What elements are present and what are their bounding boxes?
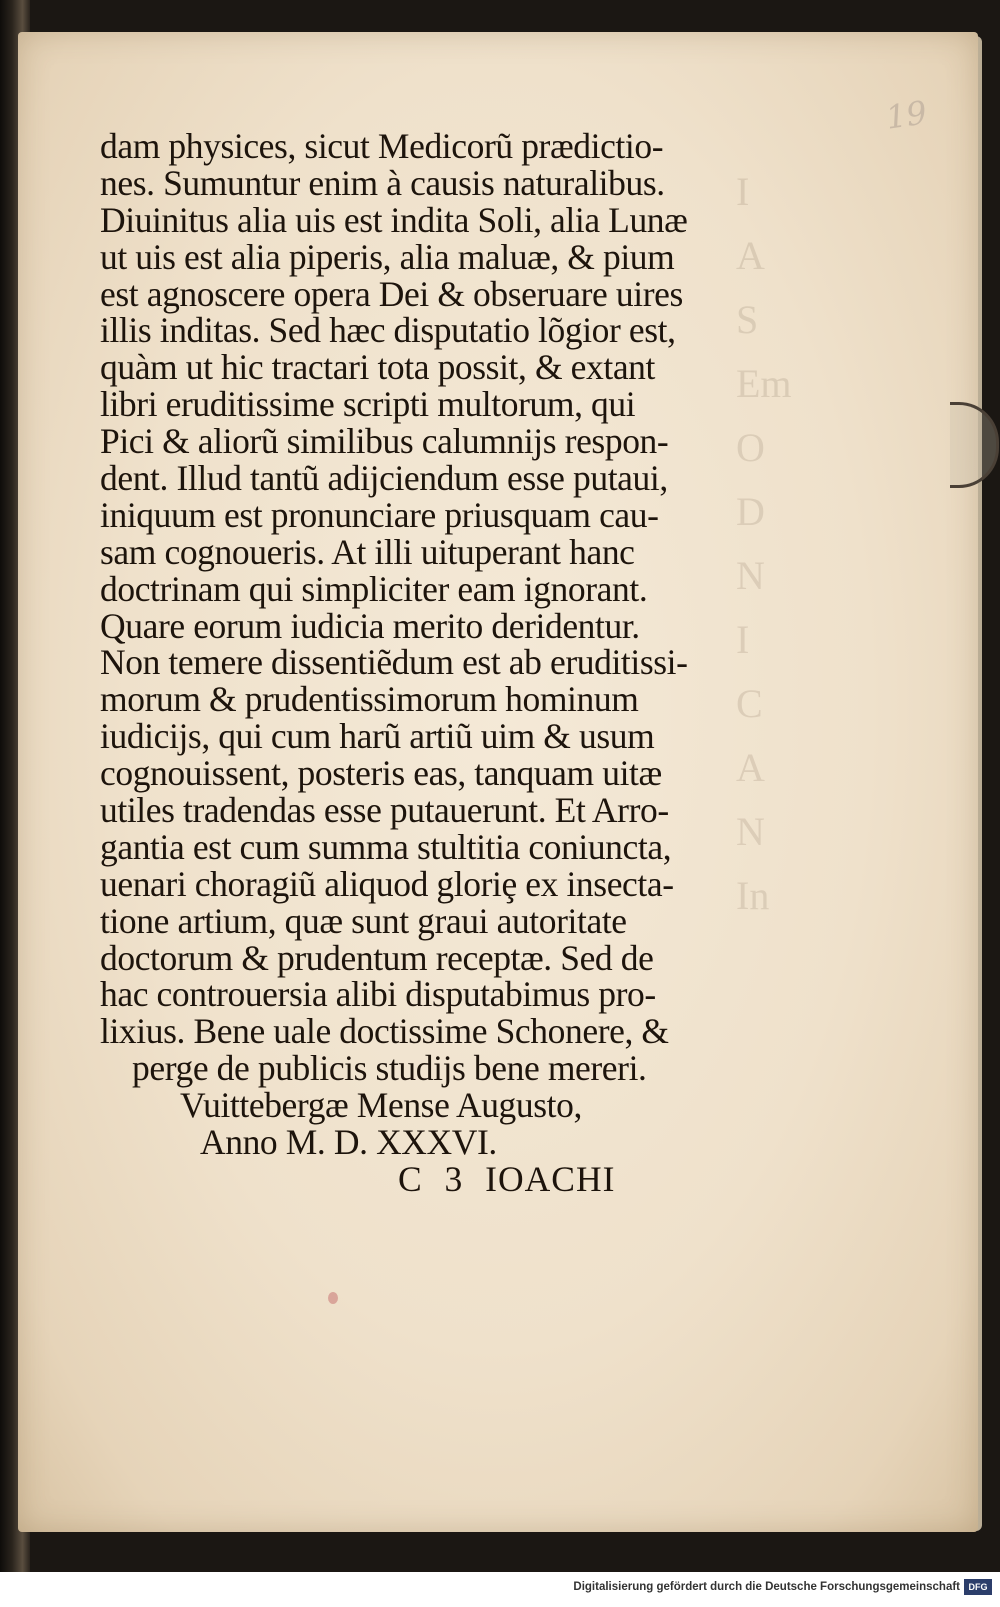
bleed-letter: A: [736, 233, 765, 278]
bleed-letter: I: [736, 169, 750, 214]
text-line: gantia est cum summa stultitia coniuncta,: [100, 826, 672, 867]
bleed-letter: C: [736, 681, 763, 726]
funding-credit: Digitalisierung gefördert durch die Deutsche Forschungsgemeinschaft: [573, 1581, 960, 1593]
date-line: Anno M. D. XXXVI.: [200, 1122, 497, 1163]
paper-stain: [328, 1292, 338, 1304]
bleed-letter: I: [736, 617, 750, 662]
folio-number: 19: [883, 93, 930, 137]
text-line: nes. Sumuntur enim à causis naturalibus.: [100, 162, 665, 203]
bleed-letter: A: [736, 745, 765, 790]
bleed-letter: O: [736, 425, 765, 470]
closing-line: perge de publicis studijs bene mereri.: [132, 1048, 647, 1089]
text-line: illis inditas. Sed hæc disputatio lõgior est,: [100, 310, 676, 351]
text-line: utiles tradendas esse putauerunt. Et Arro-: [100, 790, 669, 831]
text-line: iudicijs, qui cum harũ artiũ uim & usum: [100, 716, 655, 757]
text-line: doctorum & prudentum receptæ. Sed de: [100, 937, 654, 978]
dfg-logo: DFG: [964, 1579, 992, 1595]
bleed-letter: Em: [736, 361, 792, 406]
text-line: Pici & aliorũ similibus calumnijs respon-: [100, 421, 669, 462]
text-line: cognouissent, posteris eas, tanquam uitæ: [100, 753, 662, 794]
text-line: uenari choragiũ aliquod gloriȩ ex insecta-: [100, 863, 674, 904]
text-line: dam physices, sicut Medicorũ prædictio-: [100, 126, 664, 166]
footer-bar: [0, 1572, 1000, 1607]
signature-catchword: C 3 IOACHI: [398, 1158, 616, 1199]
text-line: libri eruditissime scripti multorum, qui: [100, 384, 636, 425]
text-line: Quare eorum iudicia merito deridentur.: [100, 605, 640, 646]
text-line: Non temere dissentiẽdum est ab eruditissi-: [100, 642, 688, 683]
bleed-letter: N: [736, 809, 765, 854]
text-line: doctrinam qui simpliciter eam ignorant.: [100, 568, 648, 609]
bleed-letter: N: [736, 553, 765, 598]
body-text: [100, 128, 710, 1198]
text-line: ut uis est alia piperis, alia maluæ, & pium: [100, 236, 675, 277]
bleed-through-letters: [736, 160, 792, 928]
text-line: Diuinitus alia uis est indita Soli, alia Lunæ: [100, 199, 688, 240]
text-line: dent. Illud tantũ adijciendum esse putaui,: [100, 458, 668, 499]
text-line: iniquum est pronunciare priusquam cau-: [100, 494, 659, 535]
bleed-letter: D: [736, 489, 765, 534]
text-line: sam cognoueris. At illi uituperant hanc: [100, 531, 635, 572]
text-line: tione artium, quæ sunt graui autoritate: [100, 900, 627, 941]
place-line: Vuittebergæ Mense Augusto,: [180, 1085, 582, 1126]
text-line: est agnoscere opera Dei & obseruare uires: [100, 273, 683, 314]
text-line: hac controuersia alibi disputabimus pro-: [100, 974, 656, 1015]
book-clasp-ring: [950, 402, 999, 488]
bleed-letter: In: [736, 873, 770, 918]
text-line: morum & prudentissimorum hominum: [100, 679, 639, 720]
bleed-letter: S: [736, 297, 759, 342]
text-line: lixius. Bene uale doctissime Schonere, &: [100, 1011, 669, 1052]
text-line: quàm ut hic tractari tota possit, & extant: [100, 347, 655, 388]
